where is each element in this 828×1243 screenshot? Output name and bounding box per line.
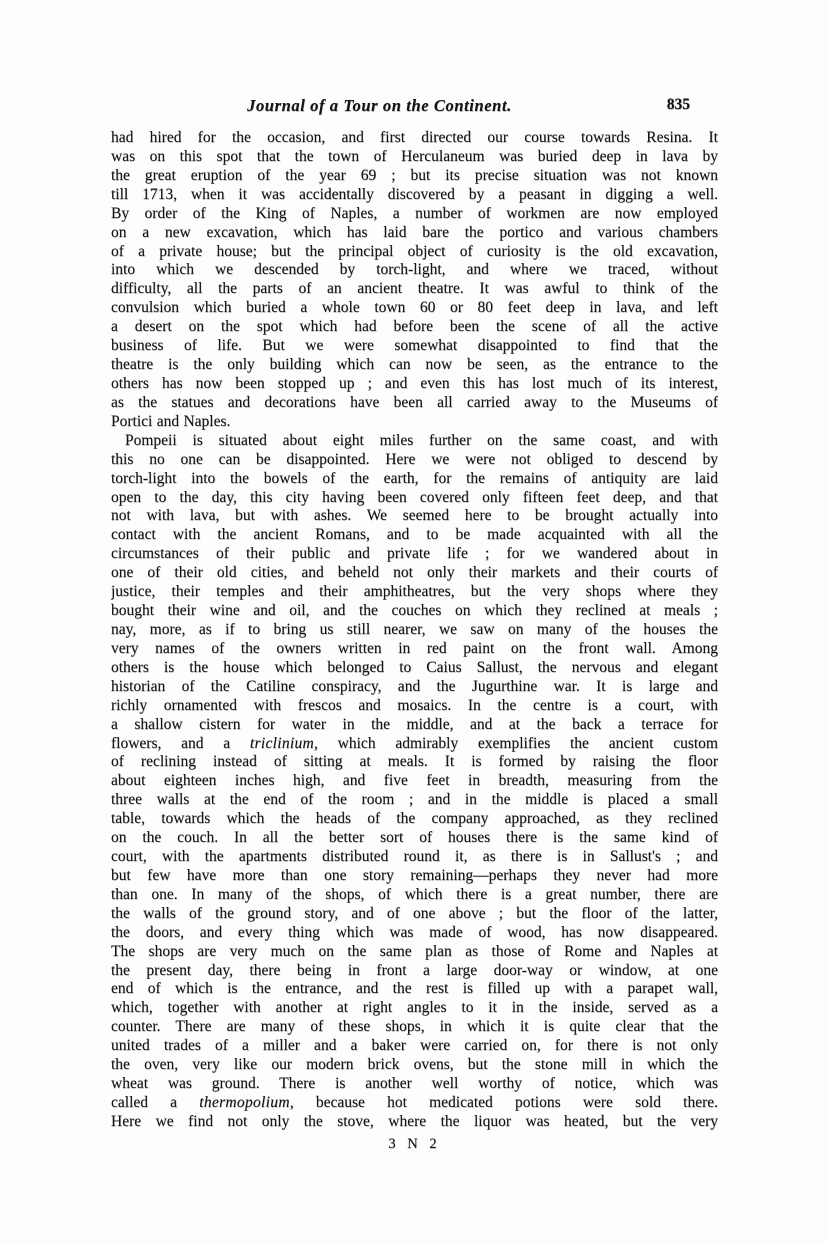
paragraph bbox=[111, 432, 718, 1132]
text-line: richly ornamented with frescos and mosaics. In the centre is a court, with bbox=[111, 696, 718, 714]
text-line: on the couch. In all the better sort of houses there is the same kind of bbox=[111, 829, 718, 847]
text-line: convulsion which buried a whole town 60 or 80 feet deep in lava, and left bbox=[111, 299, 718, 317]
text-line: counter. There are many of these shops, in which it is quite clear that the bbox=[111, 1018, 718, 1036]
text-line: theatre is the only building which can now be seen, as the entrance to the bbox=[111, 356, 718, 374]
text-line: others has now been stopped up ; and even this has lost much of its interest, bbox=[111, 374, 718, 392]
text-line: difficulty, all the parts of an ancient theatre. It was awful to think of the bbox=[111, 280, 718, 298]
text-line: court, with the apartments distributed round it, as there is in Sallust's ; and bbox=[111, 848, 718, 866]
text-line: business of life. But we were somewhat disappointed to find that the bbox=[111, 337, 718, 355]
text-line: flowers, and a triclinium, which admirably exemplifies the ancient custom bbox=[111, 734, 718, 752]
text-line: others is the house which belonged to Caius Sallust, the nervous and elegant bbox=[111, 658, 718, 676]
text-line: called a thermopolium, because hot medicated potions were sold there. bbox=[111, 1094, 718, 1112]
text-line: on a new excavation, which has laid bare the portico and various chambers bbox=[111, 223, 718, 241]
text-line: end of which is the entrance, and the rest is filled up with a parapet wall, bbox=[111, 980, 718, 998]
text-line: By order of the King of Naples, a number of workmen are now employed bbox=[111, 204, 718, 222]
text-line: the oven, very like our modern brick ovens, but the stone mill in which the bbox=[111, 1056, 718, 1074]
text-line: one of their old cities, and beheld not only their markets and their courts of bbox=[111, 564, 718, 582]
text-line: of a private house; but the principal object of curiosity is the old excavation, bbox=[111, 242, 718, 260]
text-line: the great eruption of the year 69 ; but its precise situation was not known bbox=[111, 166, 718, 184]
text-line: till 1713, when it was accidentally discovered by a peasant in digging a well. bbox=[111, 185, 718, 203]
text-line: historian of the Catiline conspiracy, and the Jugurthine war. It is large and bbox=[111, 677, 718, 695]
text-line: bought their wine and oil, and the couches on which they reclined at meals ; bbox=[111, 602, 718, 620]
page-number: 835 bbox=[666, 96, 690, 113]
text-line: as the statues and decorations have been all carried away to the Museums of bbox=[111, 393, 718, 411]
text-line: a desert on the spot which had before been the scene of all the active bbox=[111, 318, 718, 336]
text-block bbox=[111, 129, 718, 1132]
text-line: nay, more, as if to bring us still nearer, we saw on many of the houses the bbox=[111, 620, 718, 638]
text-line: united trades of a miller and a baker were carried on, for there is not only bbox=[111, 1037, 718, 1055]
text-line: the doors, and every thing which was made of wood, has now disappeared. bbox=[111, 923, 718, 941]
text-line: table, towards which the heads of the company approached, as they reclined bbox=[111, 810, 718, 828]
text-line: a shallow cistern for water in the middle, and at the back a terrace for bbox=[111, 715, 718, 733]
text-line: torch-light into the bowels of the earth, for the remains of antiquity are laid bbox=[111, 469, 718, 487]
text-line: but few have more than one story remaining—perhaps they never had more bbox=[111, 866, 718, 884]
text-line: The shops are very much on the same plan as those of Rome and Naples at bbox=[111, 942, 718, 960]
text-line: circumstances of their public and private life ; for we wandered about in bbox=[111, 545, 718, 563]
text-line: open to the day, this city having been covered only fifteen feet deep, and that bbox=[111, 488, 718, 506]
text-line: not with lava, but with ashes. We seemed here to be brought actually into bbox=[111, 507, 718, 525]
text-line: the walls of the ground story, and of one above ; but the floor of the latter, bbox=[111, 904, 718, 922]
text-line: than one. In many of the shops, of which there is a great number, there are bbox=[111, 885, 718, 903]
paragraph bbox=[111, 129, 718, 432]
text-line: three walls at the end of the room ; and in the middle is placed a small bbox=[111, 791, 718, 809]
text-line: into which we descended by torch-light, and where we traced, without bbox=[111, 261, 718, 279]
running-title: Journal of a Tour on the Continent. bbox=[247, 96, 512, 115]
text-line: Portici and Naples. bbox=[111, 412, 231, 430]
page-header bbox=[111, 96, 718, 118]
text-line: had hired for the occasion, and first directed our course towards Resina. It bbox=[111, 129, 718, 146]
text-line: of reclining instead of sitting at meals. It is formed by raising the floor bbox=[111, 753, 718, 771]
text-line: Pompeii is situated about eight miles further on the same coast, and with bbox=[125, 431, 718, 449]
text-line: wheat was ground. There is another well worthy of notice, which was bbox=[111, 1075, 718, 1093]
text-line: about eighteen inches high, and five feet in breadth, measuring from the bbox=[111, 772, 718, 790]
text-line: Here we find not only the stove, where the liquor was heated, but the very bbox=[111, 1112, 718, 1130]
text-line: justice, their temples and their amphitheatres, but the very shops where they bbox=[111, 583, 718, 601]
text-line: very names of the owners written in red paint on the front wall. Among bbox=[111, 639, 718, 657]
text-line: the present day, there being in front a large door-way or window, at one bbox=[111, 961, 718, 979]
signature-mark: 3 N 2 bbox=[388, 1136, 441, 1152]
text-line: which, together with another at right angles to it in the inside, served as a bbox=[111, 999, 718, 1017]
text-line: was on this spot that the town of Herculaneum was buried deep in lava by bbox=[111, 147, 718, 165]
text-line: this no one can be disappointed. Here we were not obliged to descend by bbox=[111, 450, 718, 468]
text-line: contact with the ancient Romans, and to be made acquainted with all the bbox=[111, 526, 718, 544]
